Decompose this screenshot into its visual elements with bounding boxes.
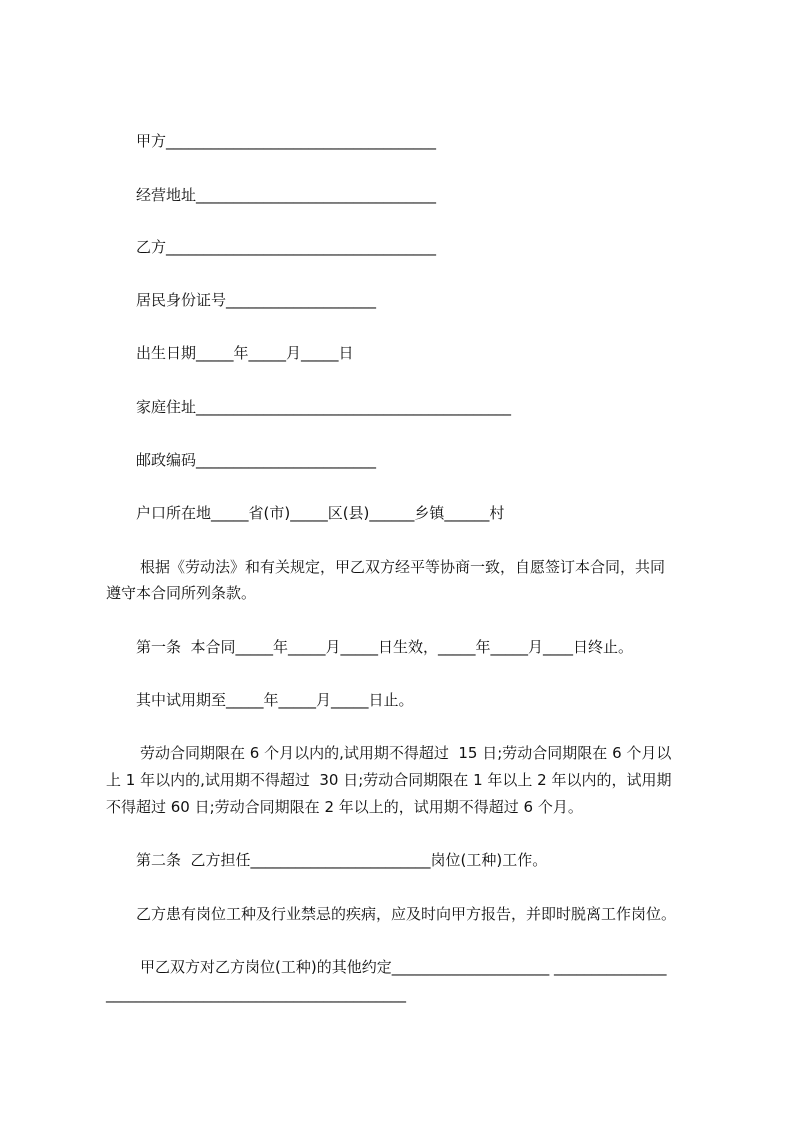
party-b-field: 乙方____________________________________ bbox=[136, 238, 437, 256]
business-address-field: 经营地址________________________________ bbox=[136, 186, 437, 204]
party-a-field: 甲方____________________________________ bbox=[136, 132, 437, 150]
probation-rule-line-1: 劳动合同期限在 6 个月以内的,试用期不得超过 15 日;劳动合同期限在 6 个月以 bbox=[140, 744, 672, 762]
other-agreement-line-1: 甲乙双方对乙方岗位(工种)的其他约定_____________________ _______________ bbox=[140, 958, 667, 976]
birth-date-field: 出生日期_____年_____月_____日 bbox=[136, 344, 354, 362]
hukou-location-field: 户口所在地_____省(市)_____区(县)______乡镇______村 bbox=[136, 504, 505, 522]
probation-rule-line-2: 上 1 年以内的,试用期不得超过 30 日;劳动合同期限在 1 年以上 2 年以内的，试用期 bbox=[106, 771, 672, 789]
illness-clause: 乙方患有岗位工种及行业禁忌的疾病，应及时向甲方报告，并即时脱离工作岗位。 bbox=[136, 905, 677, 923]
id-number-field: 居民身份证号____________________ bbox=[136, 291, 377, 309]
intro-paragraph-line-1: 根据《劳动法》和有关规定，甲乙双方经平等协商一致，自愿签订本合同，共同 bbox=[140, 558, 666, 576]
probation-rule-line-3: 不得超过 60 日;劳动合同期限在 2 年以上的，试用期不得超过 6 个月。 bbox=[106, 798, 583, 816]
article-1: 第一条 本合同_____年_____月_____日生效，_____年_____月____日终止。 bbox=[136, 638, 634, 656]
article-2: 第二条 乙方担任________________________岗位(工种)工作。 bbox=[136, 851, 548, 869]
postal-code-field: 邮政编码________________________ bbox=[136, 451, 377, 469]
other-agreement-line-2: ________________________________________ bbox=[106, 985, 406, 1003]
intro-paragraph-line-2: 遵守本合同所列条款。 bbox=[106, 584, 257, 602]
probation-period: 其中试用期至_____年_____月_____日止。 bbox=[136, 691, 414, 709]
home-address-field: 家庭住址__________________________________________ bbox=[136, 398, 512, 416]
